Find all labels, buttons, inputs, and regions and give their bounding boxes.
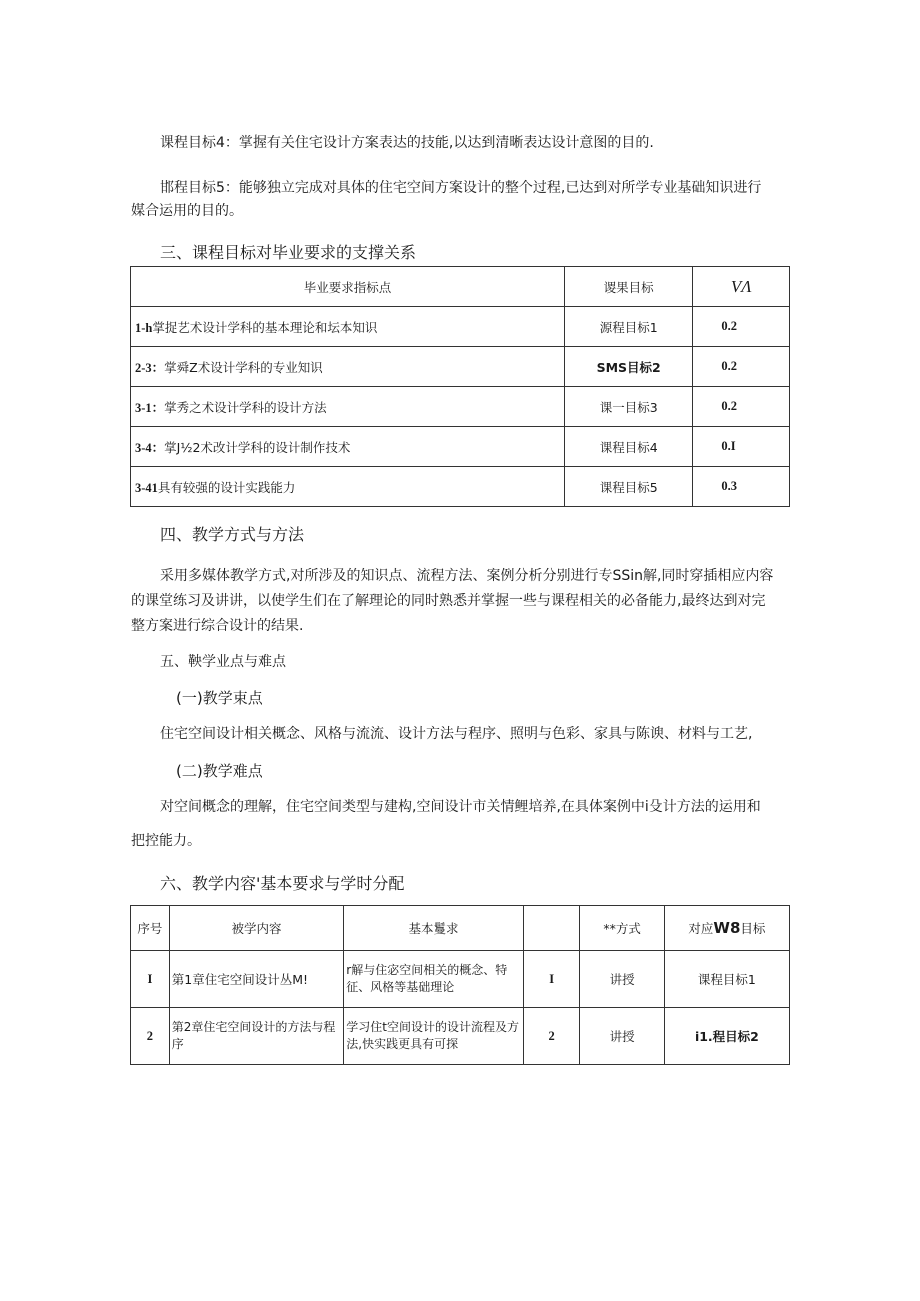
table-row <box>131 951 790 1008</box>
weight-cell: 0.2 <box>693 387 790 427</box>
support-table-header <box>131 267 790 307</box>
indicator-text: 具有较强的设计实践能力 <box>157 479 296 495</box>
row-number: I <box>131 951 170 1008</box>
weight-cell: 0.2 <box>693 307 790 347</box>
weight-cell: 0.I <box>693 427 790 467</box>
table-row <box>131 1008 790 1065</box>
header-goal-suffix: 目标 <box>740 921 766 936</box>
table-row <box>131 387 790 427</box>
header-goal-prefix: 对应 <box>688 921 714 936</box>
difficult-points-line1: 对空间概念的理解，住宅空间类型与建构,空间设计市关情鲤培养,在具体案例中i殳计方法的运用和 <box>160 799 761 815</box>
table-row <box>131 427 790 467</box>
section-4-para-line3: 整方案进行综合设计的结果. <box>131 618 304 634</box>
row-requirement: 学习住t空间设计的设计流程及方法,快实践更具有可探 <box>344 1008 524 1065</box>
row-hours: I <box>523 951 580 1008</box>
section-4-para-line1: 采用多媒体教学方式,对所涉及的知识点、流程方法、案例分析分别进行专SSin解,同时穿插相应内容 <box>160 568 774 584</box>
content-table-header <box>131 906 790 951</box>
weight-cell: 0.2 <box>693 347 790 387</box>
section-6-title: 六、教学内容'基本要求与学时分配 <box>160 874 405 893</box>
row-goal: i1.程目标2 <box>664 1008 789 1065</box>
indicator-number: 3-41 <box>135 480 158 495</box>
difficult-points-line2: 把控能力。 <box>131 833 201 849</box>
course-goal-4: 课程目标4：掌握有关住宅设计方案表达的技能,以达到清晰表达设计意图的目的. <box>160 135 654 151</box>
header-method: **方式 <box>580 906 664 951</box>
weight-cell: 0.3 <box>693 467 790 507</box>
key-points-text: 住宅空间设计相关概念、风格与流流、设计方法与程序、照明与色彩、家具与陈谀、材料与工艺, <box>160 726 753 742</box>
header-goal-bold: W8 <box>713 919 741 937</box>
section-5-title: 五、鞅学业点与难点 <box>160 654 286 670</box>
section-4-para-line2: 的课堂练习及讲讲，以使学生们在了解理论的同时熟悉并掌握一些与课程相关的必备能力,最终达到对完 <box>131 593 766 609</box>
header-weight: VΛ <box>693 267 790 307</box>
row-method: 讲授 <box>580 951 664 1008</box>
row-content: 第2章住宅空间设计的方法与程序 <box>169 1008 344 1065</box>
indicator-text: 掌捉艺术设计学科的基本理论和坛本知识 <box>152 319 378 335</box>
table-row <box>131 307 790 347</box>
key-points-heading: (一)教学束点 <box>176 689 263 707</box>
header-course-goal: 谡果目标 <box>565 267 693 307</box>
indicator-text: 掌舜Z术设计学科的专业知识 <box>164 359 323 375</box>
indicator-number: 2-3： <box>135 360 165 375</box>
course-goal-5-line1: 邯程目标5：能够独立完成对具体的住宅空间方案设计的整个过程,已达到对所学专业基础知识进行 <box>160 180 762 196</box>
section-4-title: 四、教学方式与方法 <box>160 525 305 544</box>
row-hours: 2 <box>523 1008 580 1065</box>
header-goal <box>664 906 789 951</box>
content-table <box>130 905 790 1065</box>
indicator-number: 3-1： <box>135 400 165 415</box>
indicator-text: 掌J½2术改计学科的设计制作技术 <box>164 439 351 455</box>
indicator-number: 1-h <box>135 320 153 335</box>
row-requirement: r解与住宓空间相关的概念、特征、风格等基础理论 <box>344 951 524 1008</box>
header-indicator: 毕业要求指标点 <box>131 267 565 307</box>
course-goal-cell: 课程目标4 <box>565 427 693 467</box>
indicator-text: 掌秀之术设计学科的设计方法 <box>164 399 327 415</box>
header-no: 序号 <box>131 906 170 951</box>
table-row <box>131 467 790 507</box>
row-content: 第1章住宅空间设计丛M! <box>169 951 344 1008</box>
header-content: 被学内容 <box>169 906 344 951</box>
course-goal-cell: 课一目标3 <box>565 387 693 427</box>
section-3-title: 三、课程目标对毕业要求的支撑关系 <box>160 243 417 262</box>
table-row <box>131 347 790 387</box>
header-requirement: 基本鬘求 <box>344 906 524 951</box>
row-goal: 课程目标1 <box>664 951 789 1008</box>
row-number: 2 <box>131 1008 170 1065</box>
header-hours <box>523 906 580 951</box>
course-goal-cell: SMS目标2 <box>565 347 693 387</box>
course-goal-cell: 源程目标1 <box>565 307 693 347</box>
row-method: 讲授 <box>580 1008 664 1065</box>
support-table <box>130 266 790 507</box>
course-goal-5-line2: 媒合运用的目的。 <box>131 203 243 219</box>
difficult-points-heading: (二)教学难点 <box>176 762 263 780</box>
course-goal-cell: 课程目标5 <box>565 467 693 507</box>
indicator-number: 3-4： <box>135 440 165 455</box>
